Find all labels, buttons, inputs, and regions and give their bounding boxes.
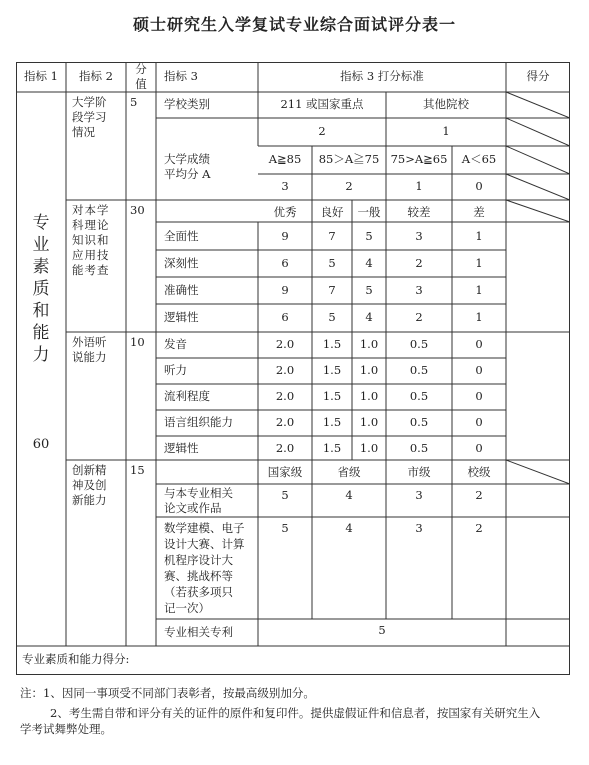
- s1-gpa-grade-2: 85＞A≧75: [318, 152, 380, 166]
- s2-cell: 4: [365, 256, 373, 270]
- s3-cell: 2.0: [275, 389, 295, 403]
- s1-school-other: 其他院校: [423, 97, 469, 111]
- header-indicator-2: 指标 2: [79, 69, 113, 83]
- s2-level-3: 一般: [357, 205, 381, 219]
- category-score: 60: [32, 437, 50, 452]
- header-points: 得分: [526, 69, 550, 83]
- s1-gpa-grade-1: A≧85: [268, 152, 302, 166]
- s2-row-label: 深刻性: [164, 256, 199, 270]
- s4-cell: 4: [345, 521, 353, 535]
- s1-school-other-value: 1: [442, 124, 450, 138]
- footer-total-label: 专业素质和能力得分:: [22, 652, 130, 666]
- s2-cell: 7: [328, 229, 336, 243]
- s3-row-label: 听力: [164, 363, 187, 377]
- s1-score: 5: [130, 95, 138, 109]
- s2-cell: 5: [365, 283, 373, 297]
- s3-row-label: 逻辑性: [164, 441, 199, 455]
- s3-cell: 0: [475, 389, 483, 403]
- s2-cell: 5: [365, 229, 373, 243]
- s3-cell: 2.0: [275, 441, 295, 455]
- s1-school-211: 211 或国家重点: [280, 97, 364, 111]
- s4-level-1: 国家级: [267, 465, 303, 479]
- s3-cell: 1.5: [322, 363, 342, 377]
- s3-cell: 1.5: [322, 415, 342, 429]
- header-standard: 指标 3 打分标准: [340, 69, 424, 83]
- s4-cell: 3: [415, 521, 423, 535]
- s2-name: 对本学 科理论 知识和 应用技 能考查: [72, 203, 110, 277]
- s2-row-label: 准确性: [164, 283, 199, 297]
- s2-cell: 1: [475, 229, 483, 243]
- s4-cell: 5: [281, 488, 289, 502]
- s2-cell: 2: [415, 256, 423, 270]
- s2-level-5: 差: [473, 205, 485, 219]
- s1-gpa: 大学成绩 平均分 A: [164, 152, 211, 181]
- s3-cell: 1.5: [322, 337, 342, 351]
- s2-score: 30: [130, 203, 145, 217]
- s4-cell: 3: [415, 488, 423, 502]
- page-title: 硕士研究生入学复试专业综合面试评分表一: [132, 15, 456, 34]
- s2-row-label: 全面性: [164, 229, 199, 243]
- s3-cell: 2.0: [275, 415, 295, 429]
- s2-row-label: 逻辑性: [164, 310, 199, 324]
- s4-level-3: 市级: [407, 465, 431, 479]
- s3-cell: 1.0: [359, 415, 379, 429]
- s2-level-2: 良好: [320, 205, 344, 219]
- s3-row-label: 发音: [164, 337, 187, 351]
- s2-cell: 4: [365, 310, 373, 324]
- s4-cell: 4: [345, 488, 353, 502]
- note-2: 2、考生需自带和评分有关的证件的原件和复印件。提供虚假证件和信息者，按国家有关研究生入学考试舞弊处理。: [20, 706, 541, 736]
- s3-cell: 2.0: [275, 363, 295, 377]
- s2-cell: 9: [281, 283, 289, 297]
- header-score-value: 分 值: [135, 62, 147, 91]
- s1-school-211-value: 2: [318, 124, 326, 138]
- s3-cell: 1.5: [322, 441, 342, 455]
- s2-cell: 1: [475, 310, 483, 324]
- s1-gpa-value-3: 1: [415, 179, 423, 193]
- s3-cell: 2.0: [275, 337, 295, 351]
- s1-gpa-grade-4: A＜65: [461, 152, 497, 166]
- s2-cell: 3: [415, 283, 423, 297]
- s4-paper-label: 与本专业相关 论文或作品: [164, 486, 233, 515]
- s4-contest-label: 数学建模、电子 设计大赛、计算 机程序设计大 赛、挑战杯等 （若获多项只 记一次）: [164, 521, 245, 615]
- s1-gpa-value-2: 2: [345, 179, 353, 193]
- s3-cell: 0: [475, 363, 483, 377]
- s4-level-4: 校级: [467, 465, 491, 479]
- s1-name: 大学阶 段学习 情况: [72, 95, 107, 139]
- s4-score: 15: [130, 463, 145, 477]
- s3-row-label: 语言组织能力: [164, 415, 233, 429]
- s1-gpa-value-1: 3: [281, 179, 289, 193]
- s2-cell: 2: [415, 310, 423, 324]
- s2-cell: 5: [328, 256, 336, 270]
- s2-level-1: 优秀: [273, 205, 297, 219]
- s2-cell: 9: [281, 229, 289, 243]
- s2-cell: 1: [475, 256, 483, 270]
- s3-cell: 1.5: [322, 389, 342, 403]
- s3-cell: 0: [475, 337, 483, 351]
- s3-row-label: 流利程度: [164, 389, 210, 403]
- s3-cell: 1.0: [359, 389, 379, 403]
- s3-score: 10: [130, 335, 145, 349]
- s2-cell: 3: [415, 229, 423, 243]
- s4-patent-value: 5: [378, 623, 386, 637]
- s3-cell: 0.5: [409, 363, 429, 377]
- s4-name: 创新精 神及创 新能力: [72, 463, 107, 507]
- s2-cell: 1: [475, 283, 483, 297]
- s3-cell: 0.5: [409, 415, 429, 429]
- s3-cell: 1.0: [359, 337, 379, 351]
- s4-cell: 5: [281, 521, 289, 535]
- s3-cell: 0: [475, 415, 483, 429]
- s3-name: 外语听 说能力: [72, 335, 107, 364]
- s2-cell: 7: [328, 283, 336, 297]
- s1-school-type: 学校类别: [164, 97, 210, 111]
- s2-cell: 6: [281, 256, 289, 270]
- category-name: 专 业 素 质 和 能 力: [32, 213, 50, 365]
- s3-cell: 1.0: [359, 363, 379, 377]
- s2-cell: 6: [281, 310, 289, 324]
- s3-cell: 0.5: [409, 389, 429, 403]
- s1-gpa-value-4: 0: [475, 179, 483, 193]
- s4-level-2: 省级: [337, 465, 361, 479]
- header-indicator-3: 指标 3: [164, 69, 198, 83]
- s3-cell: 0: [475, 441, 483, 455]
- s3-cell: 0.5: [409, 337, 429, 351]
- s3-cell: 0.5: [409, 441, 429, 455]
- s4-cell: 2: [475, 488, 483, 502]
- s1-gpa-grade-3: 75>A≧65: [390, 152, 448, 166]
- note-1: 注：1、因同一事项受不同部门表彰者，按最高级别加分。: [20, 686, 315, 700]
- score-table: [16, 62, 570, 675]
- s2-level-4: 较差: [407, 205, 431, 219]
- s4-cell: 2: [475, 521, 483, 535]
- s4-patent-label: 专业相关专利: [164, 625, 233, 639]
- s3-cell: 1.0: [359, 441, 379, 455]
- header-indicator-1: 指标 1: [24, 69, 58, 83]
- s2-cell: 5: [328, 310, 336, 324]
